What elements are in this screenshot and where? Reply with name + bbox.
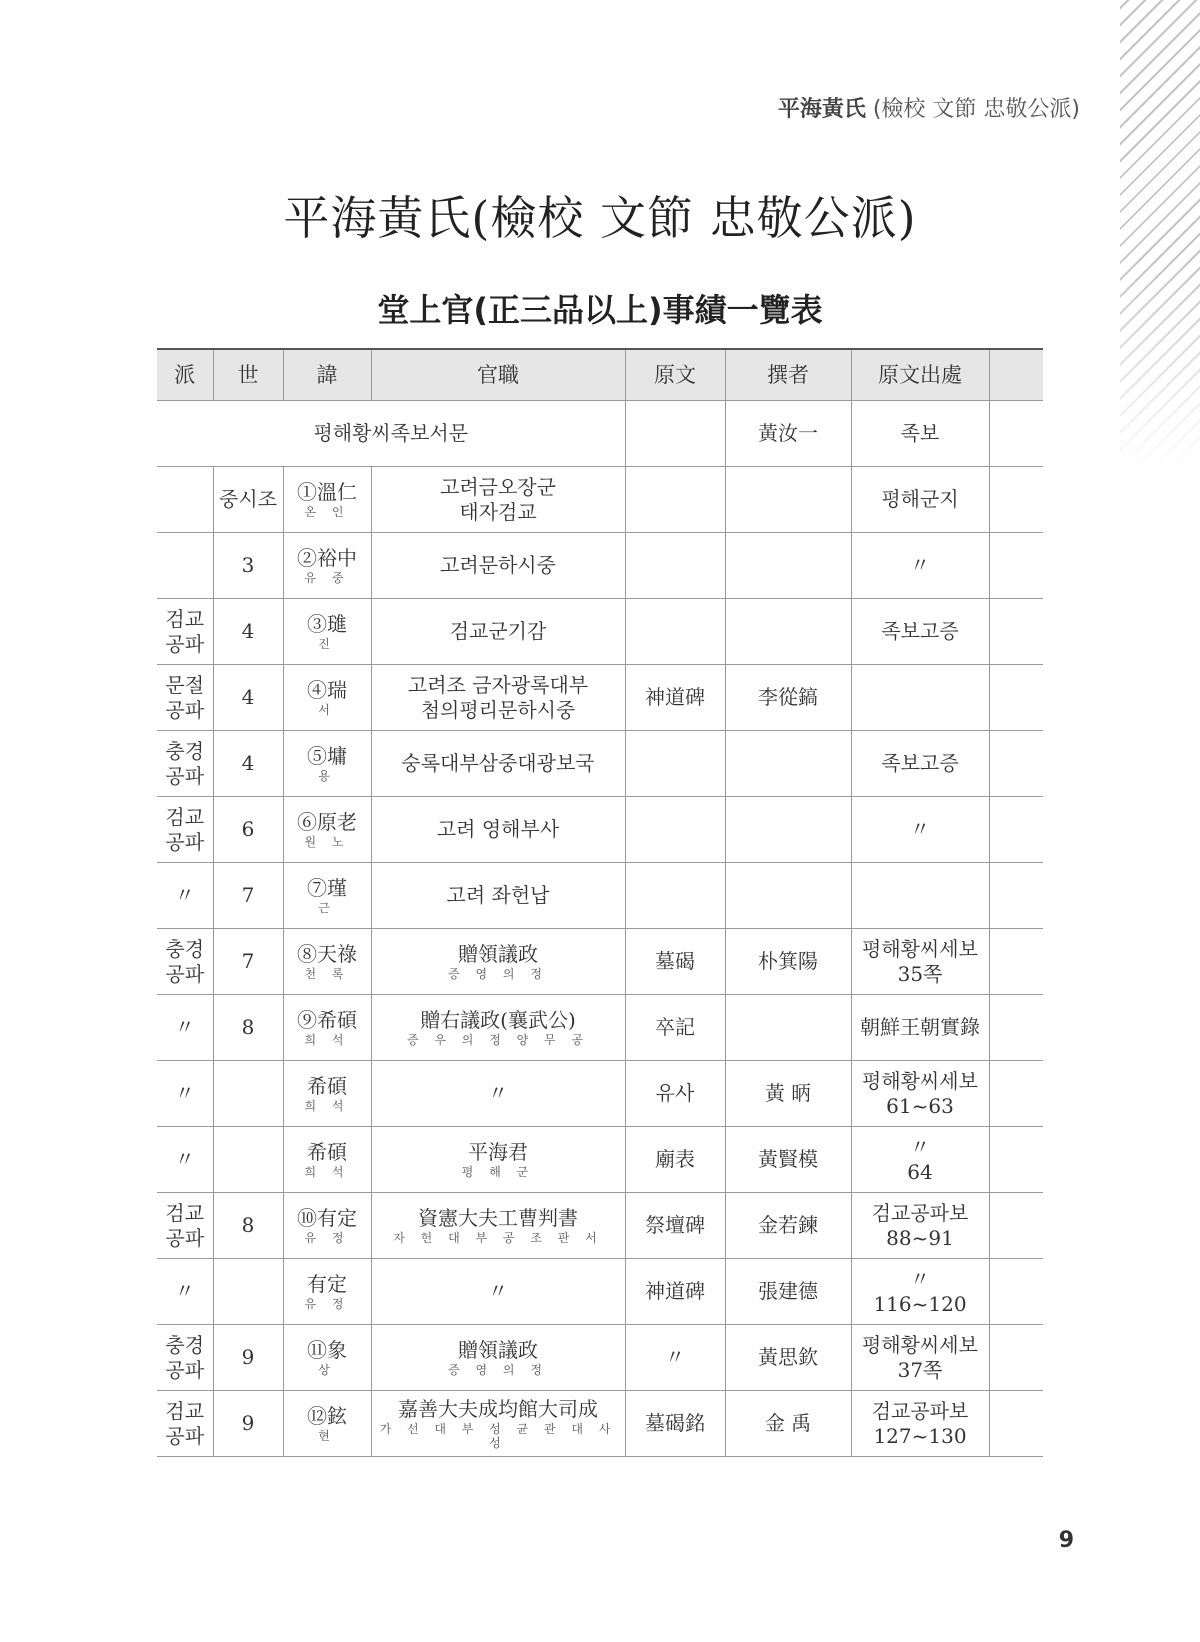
cell-blank xyxy=(989,1193,1043,1259)
table-row xyxy=(157,863,1043,929)
name-reading: 현 xyxy=(318,1428,336,1443)
cell-name xyxy=(283,1325,371,1391)
cell-se: 중시조 xyxy=(213,467,283,533)
cell-blank xyxy=(989,797,1043,863)
cell-pa: 충경 공파 xyxy=(157,929,213,995)
cell-post xyxy=(371,533,625,599)
cell-source: 평해황씨세보 37쪽 xyxy=(851,1325,989,1391)
post-text: 고려금오장군 태자검교 xyxy=(440,474,556,524)
cell-post xyxy=(371,467,625,533)
table-row xyxy=(157,1325,1043,1391)
post-text: 〃 xyxy=(488,1279,508,1303)
preface-text: 평해황씨족보서문 xyxy=(157,401,625,467)
cell-source: 족보고증 xyxy=(851,731,989,797)
cell-name xyxy=(283,1259,371,1325)
cell-post xyxy=(371,1259,625,1325)
header-blank xyxy=(989,349,1043,401)
table-row xyxy=(157,467,1043,533)
header-post: 官職 xyxy=(371,349,625,401)
cell-source xyxy=(851,863,989,929)
cell-post xyxy=(371,929,625,995)
cell-source: 朝鮮王朝實錄 xyxy=(851,995,989,1061)
cell-author xyxy=(725,731,851,797)
cell-author xyxy=(725,467,851,533)
cell-source: 〃 xyxy=(851,797,989,863)
cell-source: 족보고증 xyxy=(851,599,989,665)
cell-post xyxy=(371,863,625,929)
cell-pa: 검교 공파 xyxy=(157,1391,213,1457)
header-se: 世 xyxy=(213,349,283,401)
name-reading: 상 xyxy=(318,1362,336,1377)
name-reading: 천 록 xyxy=(304,966,350,981)
cell-author: 朴箕陽 xyxy=(725,929,851,995)
cell-post xyxy=(371,1061,625,1127)
cell-pa: 충경 공파 xyxy=(157,1325,213,1391)
cell-source: 평해군지 xyxy=(851,467,989,533)
running-header-main: 平海黃氏 xyxy=(777,97,866,122)
name-hanja: 希碩 xyxy=(307,1073,347,1098)
cell-name xyxy=(283,599,371,665)
cell-original: 廟表 xyxy=(625,1127,725,1193)
cell-author: 黃 昞 xyxy=(725,1061,851,1127)
cell-pa: 〃 xyxy=(157,863,213,929)
cell-se: 3 xyxy=(213,533,283,599)
cell-author: 黃思欽 xyxy=(725,1325,851,1391)
post-text: 숭록대부삼중대광보국 xyxy=(401,751,595,775)
name-reading: 근 xyxy=(318,900,336,915)
name-hanja: 希碩 xyxy=(307,1139,347,1164)
running-header-sub: (檢校 文節 忠敬公派) xyxy=(872,97,1080,122)
cell-se: 7 xyxy=(213,929,283,995)
cell-pa xyxy=(157,467,213,533)
post-reading: 가 선 대 부 성 균 관 대 사 성 xyxy=(379,1421,617,1450)
table-body xyxy=(157,401,1043,1457)
post-text: 고려 영해부사 xyxy=(436,817,560,841)
cell-se: 9 xyxy=(213,1391,283,1457)
post-text: 고려조 금자광록대부 첨의평리문하시중 xyxy=(407,672,589,722)
cell-blank xyxy=(989,665,1043,731)
cell-name xyxy=(283,1061,371,1127)
cell-author: 黃賢模 xyxy=(725,1127,851,1193)
cell-author: 金 禹 xyxy=(725,1391,851,1457)
cell-pa: 〃 xyxy=(157,1061,213,1127)
cell-post xyxy=(371,1193,625,1259)
cell-original: 卒記 xyxy=(625,995,725,1061)
cell-author xyxy=(725,599,851,665)
name-hanja: ⑫鉉 xyxy=(307,1403,347,1428)
name-reading: 희 석 xyxy=(304,1098,350,1113)
cell-author xyxy=(725,797,851,863)
cell-pa: 〃 xyxy=(157,1259,213,1325)
name-hanja: ①溫仁 xyxy=(297,479,357,504)
table-row xyxy=(157,1061,1043,1127)
cell-blank xyxy=(989,929,1043,995)
cell-name xyxy=(283,533,371,599)
cell-original xyxy=(625,863,725,929)
running-header xyxy=(778,92,1080,123)
cell-se: 8 xyxy=(213,995,283,1061)
cell-name xyxy=(283,797,371,863)
cell-blank xyxy=(989,467,1043,533)
cell-blank xyxy=(989,995,1043,1061)
cell-author: 金若鍊 xyxy=(725,1193,851,1259)
cell-original: 祭壇碑 xyxy=(625,1193,725,1259)
cell-blank xyxy=(989,1127,1043,1193)
header-name: 諱 xyxy=(283,349,371,401)
table-row xyxy=(157,1259,1043,1325)
name-reading: 온 인 xyxy=(304,504,350,519)
cell-source: 〃 xyxy=(851,533,989,599)
page-number: 9 xyxy=(1058,1528,1074,1553)
cell-source: 평해황씨세보 35쪽 xyxy=(851,929,989,995)
cell-post xyxy=(371,797,625,863)
cell-se: 4 xyxy=(213,731,283,797)
cell-author: 張建德 xyxy=(725,1259,851,1325)
post-text: 검교군기감 xyxy=(449,619,547,643)
table-row xyxy=(157,1391,1043,1457)
cell-name xyxy=(283,665,371,731)
cell-se xyxy=(213,1259,283,1325)
cell-post xyxy=(371,995,625,1061)
name-reading: 원 노 xyxy=(304,834,350,849)
cell-source: 검교공파보 127~130 xyxy=(851,1391,989,1457)
preface-blank xyxy=(989,401,1043,467)
cell-original xyxy=(625,467,725,533)
officials-table xyxy=(157,348,1043,1457)
post-text: 平海君 xyxy=(468,1139,528,1164)
cell-name xyxy=(283,1391,371,1457)
table-row xyxy=(157,1127,1043,1193)
cell-se: 8 xyxy=(213,1193,283,1259)
name-reading: 유 중 xyxy=(304,570,350,585)
page-subtitle: 堂上官(正三品以上)事績一覽表 xyxy=(377,291,823,329)
name-hanja: ⑥原老 xyxy=(297,809,357,834)
post-text: 贈領議政 xyxy=(458,941,538,966)
cell-source xyxy=(851,665,989,731)
cell-blank xyxy=(989,1325,1043,1391)
table-row xyxy=(157,599,1043,665)
cell-post xyxy=(371,599,625,665)
cell-se: 9 xyxy=(213,1325,283,1391)
table-row xyxy=(157,665,1043,731)
page-title: 平海黃氏(檢校 文節 忠敬公派) xyxy=(283,191,917,245)
cell-original xyxy=(625,533,725,599)
preface-original xyxy=(625,401,725,467)
cell-author xyxy=(725,533,851,599)
table-header-row xyxy=(157,349,1043,401)
table-row xyxy=(157,797,1043,863)
table-row xyxy=(157,1193,1043,1259)
cell-original: 神道碑 xyxy=(625,1259,725,1325)
cell-original: 墓碣銘 xyxy=(625,1391,725,1457)
name-hanja: 有定 xyxy=(307,1271,347,1296)
cell-original: 神道碑 xyxy=(625,665,725,731)
table-row xyxy=(157,995,1043,1061)
post-text: 〃 xyxy=(488,1081,508,1105)
cell-blank xyxy=(989,1259,1043,1325)
cell-blank xyxy=(989,863,1043,929)
cell-se: 4 xyxy=(213,599,283,665)
name-reading: 서 xyxy=(318,702,336,717)
post-reading: 자 헌 대 부 공 조 판 서 xyxy=(393,1230,603,1245)
cell-post xyxy=(371,1127,625,1193)
name-hanja: ⑨希碩 xyxy=(297,1007,357,1032)
cell-se: 7 xyxy=(213,863,283,929)
cell-pa: 충경 공파 xyxy=(157,731,213,797)
cell-author: 李從鎬 xyxy=(725,665,851,731)
header-original: 原文 xyxy=(625,349,725,401)
cell-author xyxy=(725,995,851,1061)
cell-se: 6 xyxy=(213,797,283,863)
cell-post xyxy=(371,665,625,731)
cell-original xyxy=(625,797,725,863)
cell-pa: 〃 xyxy=(157,995,213,1061)
cell-se xyxy=(213,1127,283,1193)
cell-blank xyxy=(989,599,1043,665)
cell-original xyxy=(625,599,725,665)
cell-source: 평해황씨세보 61~63 xyxy=(851,1061,989,1127)
cell-post xyxy=(371,731,625,797)
table-row xyxy=(157,533,1043,599)
name-hanja: ⑧天祿 xyxy=(297,941,357,966)
preface-source: 족보 xyxy=(851,401,989,467)
name-reading: 희 석 xyxy=(304,1032,350,1047)
name-hanja: ⑦瑾 xyxy=(307,875,347,900)
post-reading: 평 해 군 xyxy=(461,1164,535,1179)
cell-name xyxy=(283,731,371,797)
header-pa: 派 xyxy=(157,349,213,401)
header-author: 撰者 xyxy=(725,349,851,401)
cell-pa: 문절 공파 xyxy=(157,665,213,731)
name-hanja: ⑤墉 xyxy=(307,743,347,768)
name-reading: 유 정 xyxy=(304,1296,350,1311)
cell-pa: 〃 xyxy=(157,1127,213,1193)
name-hanja: ⑪象 xyxy=(307,1337,347,1362)
table-row xyxy=(157,731,1043,797)
cell-author xyxy=(725,863,851,929)
cell-post xyxy=(371,1325,625,1391)
cell-blank xyxy=(989,1061,1043,1127)
name-reading: 진 xyxy=(318,636,336,651)
cell-se xyxy=(213,1061,283,1127)
cell-name xyxy=(283,467,371,533)
post-reading: 증 영 의 정 xyxy=(448,1362,548,1377)
table-row xyxy=(157,929,1043,995)
post-text: 고려 좌헌납 xyxy=(446,883,550,907)
header-source: 原文出處 xyxy=(851,349,989,401)
name-hanja: ③璡 xyxy=(307,611,347,636)
cell-blank xyxy=(989,533,1043,599)
name-hanja: ④瑞 xyxy=(307,677,347,702)
cell-name xyxy=(283,1193,371,1259)
name-hanja: ②裕中 xyxy=(297,545,357,570)
cell-original: 墓碣 xyxy=(625,929,725,995)
name-hanja: ⑩有定 xyxy=(297,1205,357,1230)
cell-source: 〃 64 xyxy=(851,1127,989,1193)
post-reading: 증 영 의 정 xyxy=(448,966,548,981)
cell-name xyxy=(283,995,371,1061)
cell-name xyxy=(283,863,371,929)
name-reading: 유 정 xyxy=(304,1230,350,1245)
cell-name xyxy=(283,929,371,995)
cell-blank xyxy=(989,731,1043,797)
cell-pa: 검교 공파 xyxy=(157,599,213,665)
table-row-preface xyxy=(157,401,1043,467)
preface-author: 黃汝一 xyxy=(725,401,851,467)
post-text: 贈領議政 xyxy=(458,1337,538,1362)
cell-original: 〃 xyxy=(625,1325,725,1391)
cell-source: 검교공파보 88~91 xyxy=(851,1193,989,1259)
cell-se: 4 xyxy=(213,665,283,731)
post-reading: 증 우 의 정 양 무 공 xyxy=(406,1032,590,1047)
cell-blank xyxy=(989,1391,1043,1457)
post-text: 嘉善大夫成均館大司成 xyxy=(398,1396,598,1421)
cell-pa: 검교 공파 xyxy=(157,797,213,863)
post-text: 贈右議政(襄武公) xyxy=(420,1007,576,1032)
cell-post xyxy=(371,1391,625,1457)
post-text: 고려문하시중 xyxy=(440,553,556,577)
cell-pa xyxy=(157,533,213,599)
name-reading: 희 석 xyxy=(304,1164,350,1179)
cell-name xyxy=(283,1127,371,1193)
cell-pa: 검교 공파 xyxy=(157,1193,213,1259)
cell-original xyxy=(625,731,725,797)
post-text: 資憲大夫工曹判書 xyxy=(418,1205,578,1230)
cell-original: 유사 xyxy=(625,1061,725,1127)
name-reading: 용 xyxy=(318,768,336,783)
cell-source: 〃 116~120 xyxy=(851,1259,989,1325)
